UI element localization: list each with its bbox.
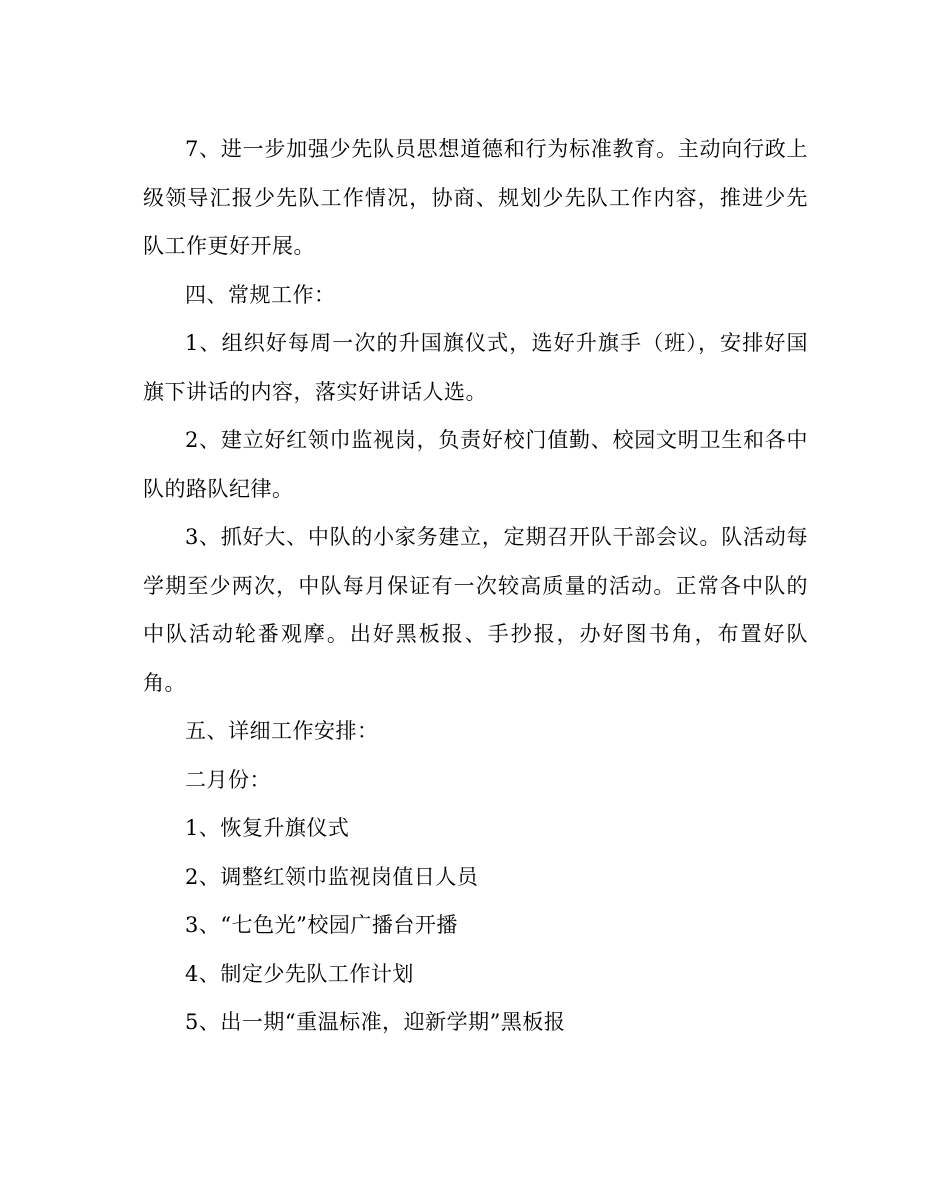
paragraph-item-1-flag-ceremony: 1、组织好每周一次的升国旗仪式，选好升旗手（班），安排好国旗下讲话的内容，落实好讲话人选。 [143,331,808,404]
list-item: 4、制定少先队工作计划 [185,961,414,986]
month-heading-february: 二月份： [185,767,271,792]
list-item: 3、“七色光”校园广播台开播 [185,913,458,937]
section-heading-routine-work: 四、常规工作： [185,282,336,307]
paragraph-item-3-squad-activities: 3、抓好大、中队的小家务建立，定期召开队干部会议。队活动每学期至少两次，中队每月保证有一次较高质量的活动。正常各中队的中队活动轮番观摩。出好黑板报、手抄报，办好图书角，布置好队角。 [143,525,808,695]
document-body [143,125,808,1047]
list-item: 2、调整红领巾监视岗值日人员 [185,864,479,889]
list-item: 1、恢复升旗仪式 [185,816,350,840]
section-heading-detailed-schedule: 五、详细工作安排： [185,719,379,743]
paragraph-item-2-supervision-post: 2、建立好红领巾监视岗，负责好校门值勤、校园文明卫生和各中队的路队纪律。 [143,428,808,501]
paragraph-item-7-moral-education: 7、进一步加强少先队员思想道德和行为标准教育。主动向行政上级领导汇报少先队工作情况，协商、规划少先队工作内容，推进少先队工作更好开展。 [143,137,808,258]
list-item: 5、出一期“重温标准，迎新学期”黑板报 [185,1010,566,1034]
